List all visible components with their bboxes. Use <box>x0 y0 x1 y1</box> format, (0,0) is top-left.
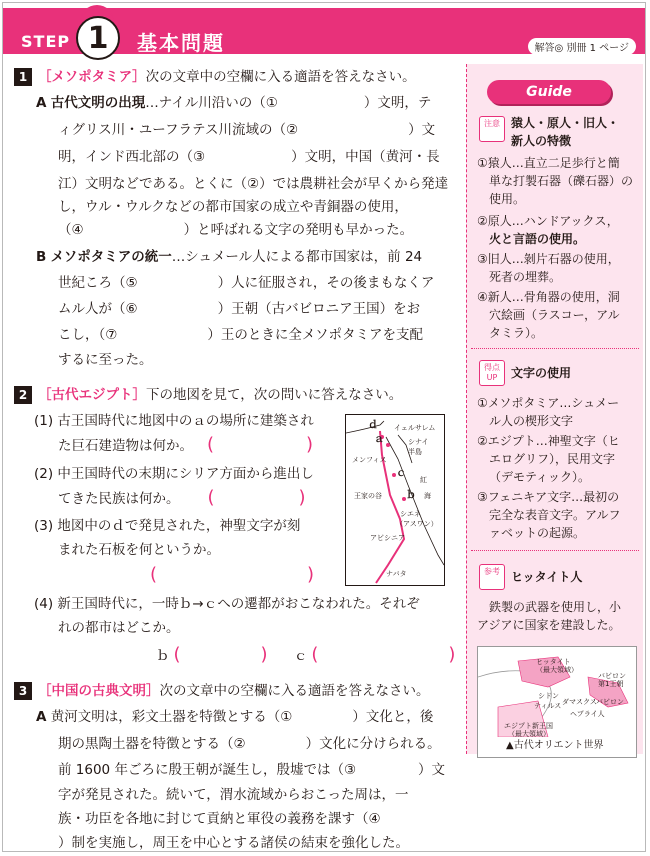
map-label-d: ｄ <box>368 420 378 431</box>
q3-number: 3 <box>14 682 32 700</box>
score-up-icon: 得点UP <box>479 360 505 386</box>
q3-instruction: 次の文章中の空欄に入る適語を答えなさい。 <box>159 683 430 699</box>
step-number-badge: 1 <box>76 16 120 60</box>
q2-item-4-line-1: (4) 新王国時代に，一時ｂ→ｃへの遷都がおこなわれた。それぞ <box>34 596 420 612</box>
q1-a-head: 古代文明の出現 <box>50 95 146 111</box>
q3-line-6: ）制を実施し，周王を中心とする諸侯の結束を強化した。 <box>58 835 409 851</box>
notice-line: ②原人…ハンドアックス， <box>477 214 619 228</box>
q1-blank-3-label: 明，インド西北部の（③ <box>58 149 206 165</box>
map-label-b: ｂ <box>406 490 416 501</box>
map-label-aswan: （アスワン） <box>396 520 438 528</box>
map-label-red: 紅 <box>420 476 427 484</box>
q2-text: ( <box>311 644 319 665</box>
orient-map-label: エジプト新王国 <box>504 722 553 730</box>
q1-blank-6-label: ムル人が（⑥ <box>58 301 138 317</box>
q1-text: ）文明，テ <box>363 95 432 111</box>
q2-item-4-answer-row <box>156 644 455 667</box>
q1-a-line-5: し，ウル・ウルクなどの都市国家の成立や青銅器の使用， <box>58 199 408 215</box>
q1-a-line-6 <box>58 219 413 241</box>
q1-a-label: A <box>36 95 47 111</box>
q3-text: ）文化に分けられる。 <box>305 736 441 752</box>
q3-text: 黄河文明は，彩文土器を特徴とする（① <box>50 709 293 725</box>
score-up-line: エログリフ），民用文字 <box>489 452 616 466</box>
q1-text: ）王朝（古バビロニア王国）をお <box>217 301 421 317</box>
notice-title-1: 猿人・原人・旧人・ <box>511 116 620 130</box>
q2-b-label: ｂ <box>156 648 170 664</box>
q2-c-label: ｃ <box>293 648 308 664</box>
q2-tag: ［古代エジプト］ <box>38 387 146 403</box>
orient-map-label: ティルス <box>534 702 562 710</box>
q1-text: ）王のときに全メソポタミアを支配 <box>207 327 423 343</box>
q1-instruction: 次の文章中の空欄に入る適語を答えなさい。 <box>145 69 416 85</box>
egypt-map <box>345 414 445 586</box>
map-label-a: ａ <box>374 434 384 445</box>
page-title: 基本問題 <box>137 31 225 55</box>
q2-text: ) <box>298 487 306 508</box>
q1-blank-7-label: こし，（⑦ <box>58 327 118 343</box>
notice-line: 死者の埋葬。 <box>489 270 562 284</box>
reference-icon: 参考 <box>479 564 505 590</box>
q3-heading <box>14 680 430 702</box>
orient-map-label: ダマスクス <box>562 698 597 706</box>
q2-text: ) <box>306 434 314 455</box>
q1-b-label: B <box>36 249 47 265</box>
q1-a-line-3 <box>58 146 440 168</box>
score-up-line: 完全な表音文字。アルフ <box>489 508 621 522</box>
notice-line: ①猿人…直立二足歩行と簡 <box>477 156 620 170</box>
q2-item-1-line-1: (1) 古王国時代に地図中のａの場所に建築され <box>34 413 314 429</box>
sidebar-divider <box>471 550 639 551</box>
q3-line-4: 字が発見された。続いて，渭水流域からおこった周は，一 <box>58 787 409 803</box>
orient-map-label: ヒッタイト <box>536 658 571 666</box>
q2-text: ( <box>150 564 158 585</box>
answer-reference: 解答◎ 別冊 1 ページ <box>528 38 636 55</box>
q2-text: ( <box>207 434 215 455</box>
orient-map-label: シドン <box>538 692 559 700</box>
q1-text: ）と呼ばれる文字の発明も早かった。 <box>183 222 414 238</box>
score-up-line: ①メソポタミア…シュメー <box>477 396 620 410</box>
score-up-line: ②エジプト…神聖文字（ヒ <box>477 434 620 448</box>
q3-line-2 <box>58 733 441 755</box>
q2-item-4-line-2: れの都市はどこか。 <box>58 620 180 636</box>
step-label: STEP <box>21 32 71 51</box>
q3-a-label: A <box>36 709 47 725</box>
orient-map-label: バビロン <box>596 698 624 706</box>
sidebar-divider <box>471 348 639 349</box>
notice-line: ④新人…骨角器の使用，洞 <box>477 290 620 304</box>
q2-item-3-line-2: まれた石板を何というか。 <box>58 542 220 558</box>
q2-text: ( <box>207 487 215 508</box>
q1-text: ）人に征服され，その後まもなくア <box>217 275 435 291</box>
q2-text: ) <box>307 564 315 585</box>
q1-a-line-2 <box>58 119 435 141</box>
notice-title-2: 新人の特徴 <box>511 134 572 148</box>
reference-title: ヒッタイト人 <box>511 570 583 584</box>
q3-text: ）文化と，後 <box>352 709 434 725</box>
score-up-title: 文字の使用 <box>511 366 572 380</box>
q3-text: 族・功臣を各地に封じて貢納と軍役の義務を課す（④ <box>58 811 381 827</box>
q3-line-1 <box>36 706 433 728</box>
q1-b-line-1 <box>36 246 422 268</box>
map-label-jerusalem: イェルサレム <box>394 424 436 432</box>
q2-instruction: 下の地図を見て，次の問いに答えなさい。 <box>146 387 403 403</box>
q1-a-line-4: 江）文明などである。とくに（②）では農耕社会が早くから発達 <box>58 176 449 192</box>
q2-text: ( <box>173 644 181 665</box>
reference-line: 鉄製の武器を使用し，小 <box>489 600 622 614</box>
notice-line: ③旧人…剝片石器の使用， <box>477 252 620 266</box>
q1-b-line-2 <box>58 272 434 294</box>
q1-number: 1 <box>14 68 32 86</box>
notice-line: タミラ）。 <box>489 326 544 340</box>
q3-text: ）文 <box>418 762 446 778</box>
map-label-memphis: メンフィス <box>352 456 387 464</box>
q3-text: 期の黒陶土器を特徴とする（② <box>58 736 246 752</box>
q3-tag: ［中国の古典文明］ <box>38 683 160 699</box>
reference-line: アジアに国家を建設した。 <box>477 618 621 632</box>
score-up-line: ル人の楔形文字 <box>489 414 574 428</box>
notice-line: 火と言語の使用。 <box>489 232 586 246</box>
q1-blank-5-label: 世紀ころ（⑤ <box>58 275 138 291</box>
q1-b-head: メソポタミアの統一 <box>50 249 172 265</box>
notice-line: 使用。 <box>489 192 526 206</box>
q3-text: 前 1600 年ごろに殷王朝が誕生し，殷墟では（③ <box>58 762 357 778</box>
q1-b-line-4 <box>58 324 423 346</box>
score-up-line: ③フェニキア文字…最初の <box>477 490 620 504</box>
map-label-sea: 海 <box>424 492 431 500</box>
q1-b-line-3 <box>58 298 420 320</box>
q1-text: ）文 <box>408 122 436 138</box>
q2-text: ) <box>260 644 268 665</box>
map-label-napata: ナバタ <box>386 570 407 578</box>
q1-blank-1-label: …ナイル川沿いの（① <box>145 95 278 111</box>
q2-item-2-line-1: (2) 中王国時代の末期にシリア方面から進出し <box>34 466 314 482</box>
q2-number: 2 <box>14 386 32 404</box>
guide-sidebar <box>466 64 643 754</box>
q2-item-2-line-2 <box>58 487 306 510</box>
orient-map-label: （最大領域） <box>536 666 578 674</box>
q1-heading <box>14 66 416 88</box>
q3-line-5 <box>58 808 381 830</box>
q2-item-3-line-1: (3) 地図中のｄで発見された，神聖文字が刻 <box>34 518 301 534</box>
q1-b-line-5: するに至った。 <box>58 352 153 368</box>
q2-text: てきた民族は何か。 <box>58 491 180 507</box>
q1-text: …シュメール人による都市国家は，前 24 <box>171 249 423 265</box>
q1-text: ）文明，中国（黄河・長 <box>291 149 440 165</box>
notice-line: 単な打製石器（礫石器）の <box>489 174 634 188</box>
q2-item-3-answer-row <box>150 564 314 587</box>
q2-heading <box>14 384 402 406</box>
score-up-line: （デモティック）。 <box>489 470 591 484</box>
q1-a-line-1 <box>36 92 431 114</box>
q2-text: ) <box>448 644 456 665</box>
orient-map-label: バビロン <box>598 672 626 680</box>
q1-blank-2-label: ィグリス川・ユーフラテス川流域の（② <box>58 122 299 138</box>
map-label-syene: シエネ <box>400 510 421 518</box>
guide-pill: Guide <box>487 80 611 104</box>
orient-map-caption: ▲古代オリエント世界 <box>506 740 604 751</box>
q3-line-3 <box>58 759 445 781</box>
ancient-orient-map <box>477 646 637 758</box>
orient-map-label: ヘブライ人 <box>570 710 605 718</box>
map-label-peninsula: 半島 <box>408 448 422 456</box>
notice-icon: 注意 <box>479 116 505 142</box>
map-label-abyssinia: アビシニア <box>370 534 405 542</box>
map-label-c: ｃ <box>396 468 406 479</box>
orient-map-label: （最大領域） <box>508 730 550 738</box>
q1-blank-4-label: （④ <box>58 222 84 238</box>
q2-item-1-line-2 <box>58 434 313 457</box>
map-label-valley-of-kings: 王家の谷 <box>354 492 382 500</box>
score-up-line: ァベットの起源。 <box>489 526 586 540</box>
q2-text: た巨石建造物は何か。 <box>58 438 193 454</box>
orient-map-label: 第1王朝 <box>598 680 624 688</box>
map-label-sinai: シナイ <box>408 438 429 446</box>
q1-tag: ［メソポタミア］ <box>38 69 146 85</box>
notice-line: 穴絵画（ラスコー，アル <box>489 308 620 322</box>
